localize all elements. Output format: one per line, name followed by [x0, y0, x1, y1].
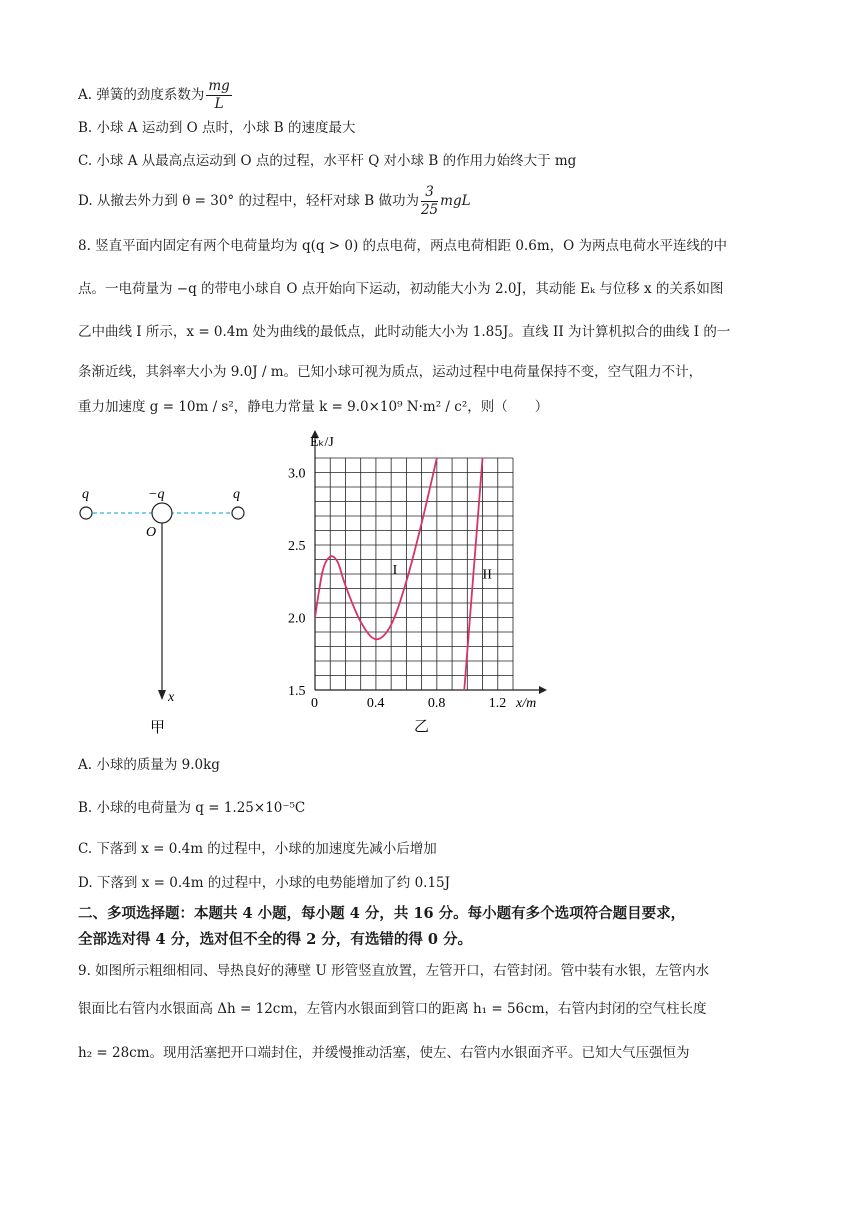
fraction-denominator: 25: [420, 202, 439, 218]
figure-yi-caption: 乙: [414, 719, 430, 735]
figure-jia: [70, 470, 270, 740]
q8-stem-line-5: 重力加速度 g = 10m / s²，静电力常量 k = 9.0×10⁹ N·m² / c²，则（ ）: [78, 399, 549, 415]
y-tick-label: 1.5: [288, 684, 306, 699]
x-axis-arrow: [158, 690, 166, 700]
x-axis-arrow: [539, 686, 547, 694]
right-charge-circle: [232, 507, 244, 519]
q7-option-a: [78, 78, 234, 113]
fraction-numerator: 3: [421, 184, 438, 202]
center-charge-label: −q: [148, 487, 165, 502]
q7-option-d-fraction: [421, 184, 438, 219]
series-label-i: I: [392, 563, 398, 578]
q8-stem-line-4: 条渐近线，其斜率大小为 9.0J / m。已知小球可视为质点，运动过程中电荷量保持不变，空气阻力不计，: [78, 364, 703, 380]
x-axis-label: x: [168, 690, 175, 705]
q9-stem-line-3: h₂ = 28cm。现用活塞把开口端封住，并缓慢推动活塞，使左、右管内水银面齐平。已知大气压强恒为: [78, 1045, 690, 1061]
x-tick-label: 0: [311, 696, 318, 711]
q8-stem-line-1: 8. 竖直平面内固定有两个电荷量均为 q(q > 0) 的点电荷，两点电荷相距 0.6m，O 为两点电荷水平连线的中: [78, 238, 727, 254]
y-tick-label: 2.0: [288, 611, 306, 627]
q7-option-d: [78, 184, 471, 219]
figure-yi-chart: [280, 428, 550, 740]
y-tick-label: 2.5: [288, 539, 306, 554]
right-charge-label: q: [233, 487, 240, 502]
q7-option-d-text: D. 从撤去外力到 θ = 30° 的过程中，轻杆对球 B 做功为: [78, 193, 419, 209]
fraction-numerator: mg: [208, 78, 230, 94]
fraction-denominator: L: [214, 96, 224, 112]
figure-jia-caption: 甲: [150, 720, 166, 736]
series-label-ii: II: [482, 567, 492, 583]
q9-stem-line-1: 9. 如图所示粗细相同、导热良好的薄壁 U 形管竖直放置，左管开口，右管封闭。管中装有水银，左管内水: [78, 963, 710, 979]
left-charge-label: q: [82, 487, 89, 502]
x-axis-label: x/m: [516, 696, 537, 711]
chart-axes: [311, 430, 547, 694]
left-charge-circle: [80, 507, 92, 519]
origin-label: O: [146, 525, 157, 540]
section-2-heading-line-1: 二、多项选择题：本题共 4 小题，每小题 4 分，共 16 分。每小题有多个选项符合题目要求，: [78, 905, 686, 922]
q7-option-a-text: A. 弹簧的劲度系数为: [78, 87, 205, 103]
q8-option-c: C. 下落到 x = 0.4m 的过程中，小球的加速度先减小后增加: [78, 841, 437, 857]
q7-option-d-tail: mgL: [440, 193, 471, 209]
y-axis-label: Eₖ/J: [310, 435, 334, 450]
section-2-heading-line-2: 全部选对得 4 分，选对但不全的得 2 分，有选错的得 0 分。: [78, 931, 473, 948]
q8-option-d: D. 下落到 x = 0.4m 的过程中，小球的电势能增加了约 0.15J: [78, 875, 451, 891]
q8-stem-line-3: 乙中曲线 I 所示，x = 0.4m 处为曲线的最低点，此时动能大小为 1.85J。直线 II 为计算机拟合的曲线 I 的一: [78, 324, 731, 340]
q7-option-a-fraction: [206, 78, 231, 113]
q7-option-b: B. 小球 A 运动到 O 点时，小球 B 的速度最大: [78, 120, 356, 136]
x-tick-label: 0.8: [427, 696, 446, 711]
q9-stem-line-2: 银面比右管内水银面高 Δh = 12cm，左管内水银面到管口的距离 h₁ = 56cm，右管内封闭的空气柱长度: [78, 1001, 707, 1017]
q7-option-c: C. 小球 A 从最高点运动到 O 点的过程，水平杆 Q 对小球 B 的作用力始终大于 mg: [78, 153, 577, 169]
x-tick-label: 0.4: [366, 696, 385, 711]
center-ball-circle: [152, 503, 172, 523]
y-tick-label: 3.0: [288, 466, 306, 482]
q8-option-b: B. 小球的电荷量为 q = 1.25×10⁻⁵C: [78, 800, 306, 816]
q8-option-a: A. 小球的质量为 9.0kg: [78, 757, 220, 773]
x-tick-label: 1.2: [488, 696, 507, 711]
q8-stem-line-2: 点。一电荷量为 −q 的带电小球自 O 点开始向下运动，初动能大小为 2.0J，其动能 Eₖ 与位移 x 的关系如图: [78, 281, 724, 297]
